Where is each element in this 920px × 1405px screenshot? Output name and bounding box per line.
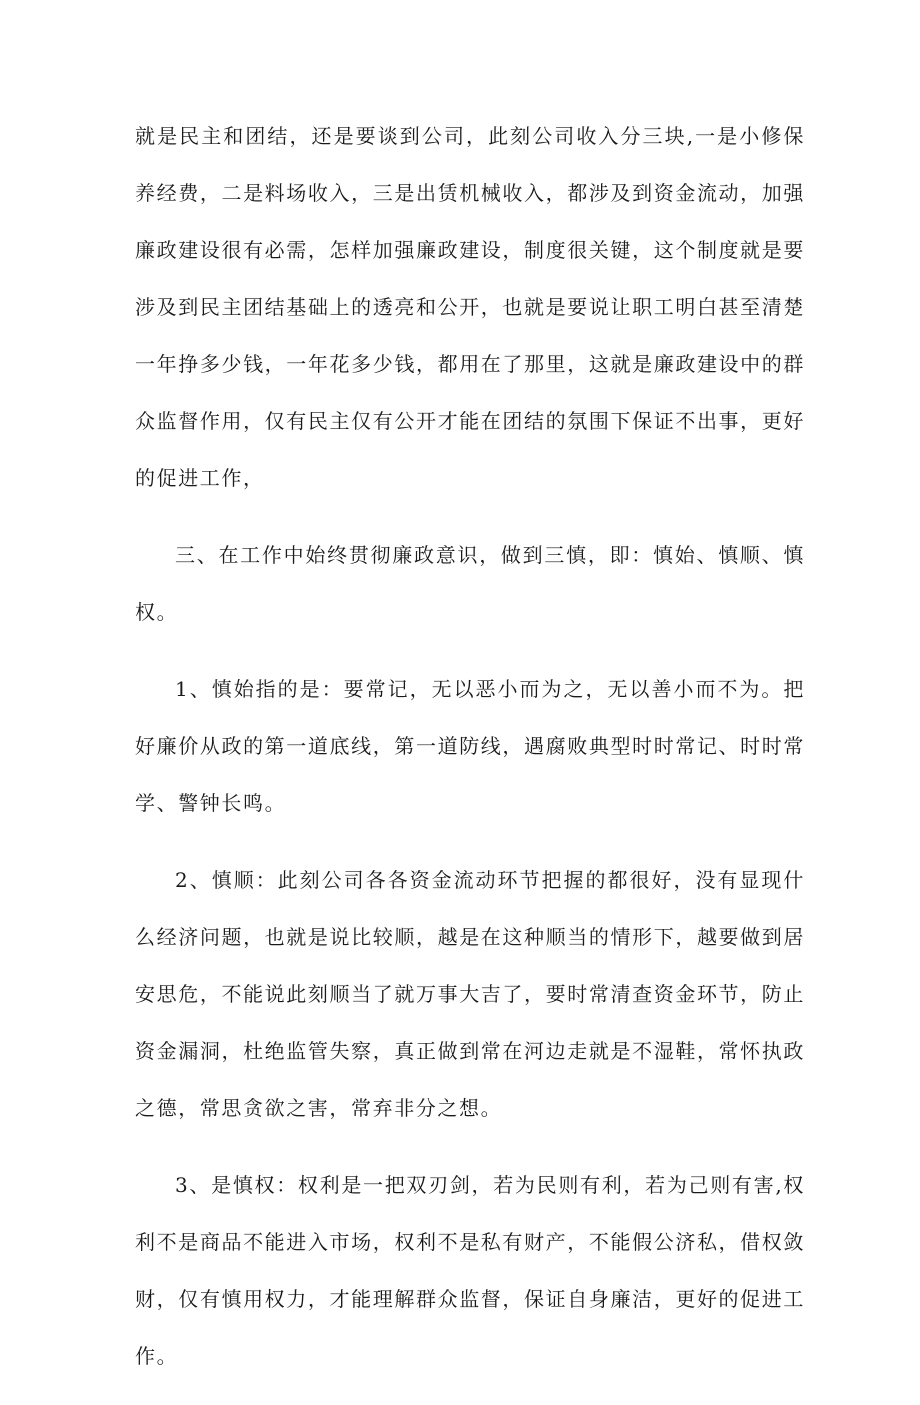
paragraph-continuation: 就是民主和团结，还是要谈到公司，此刻公司收入分三块,一是小修保养经费，二是料场收入，三是出赁机械收入，都涉及到资金流动，加强廉政建设很有必需，怎样加强廉政建设，制度很关键，这个制度就是要涉及到民主团结基础上的透亮和公开，也就是要说让职工明白甚至清楚一年挣多少钱，一年花多少钱，都用在了那里，这就是廉政建设中的群众监督作用，仅有民主仅有公开才能在团结的氛围下保证不出事，更好的促进工作， [135,124,805,490]
paragraph-caution-power: 3、是慎权：权利是一把双刃剑，若为民则有利，若为己则有害,权利不是商品不能进入市场，权利不是私有财产，不能假公济私，借权敛财，仅有慎用权力，才能理解群众监督，保证自身廉洁，更好的促进工作。 [135,1173,805,1368]
section-heading-three-cautions: 三、在工作中始终贯彻廉政意识，做到三慎，即：慎始、慎顺、慎权。 [135,543,805,624]
document-body [135,108,805,1405]
paragraph-caution-smoothness: 2、慎顺：此刻公司各各资金流动环节把握的都很好，没有显现什么经济问题，也就是说比较顺，越是在这种顺当的情形下，越要做到居安思危，不能说此刻顺当了就万事大吉了，要时常清查资金环节，防止资金漏洞，杜绝监管失察，真正做到常在河边走就是不湿鞋，常怀执政之德，常思贪欲之害，常弃非分之想。 [135,868,805,1120]
paragraph-caution-beginning: 1、慎始指的是：要常记，无以恶小而为之，无以善小而不为。把好廉价从政的第一道底线，第一道防线，遇腐败典型时时常记、时时常学、警钟长鸣。 [135,677,805,815]
